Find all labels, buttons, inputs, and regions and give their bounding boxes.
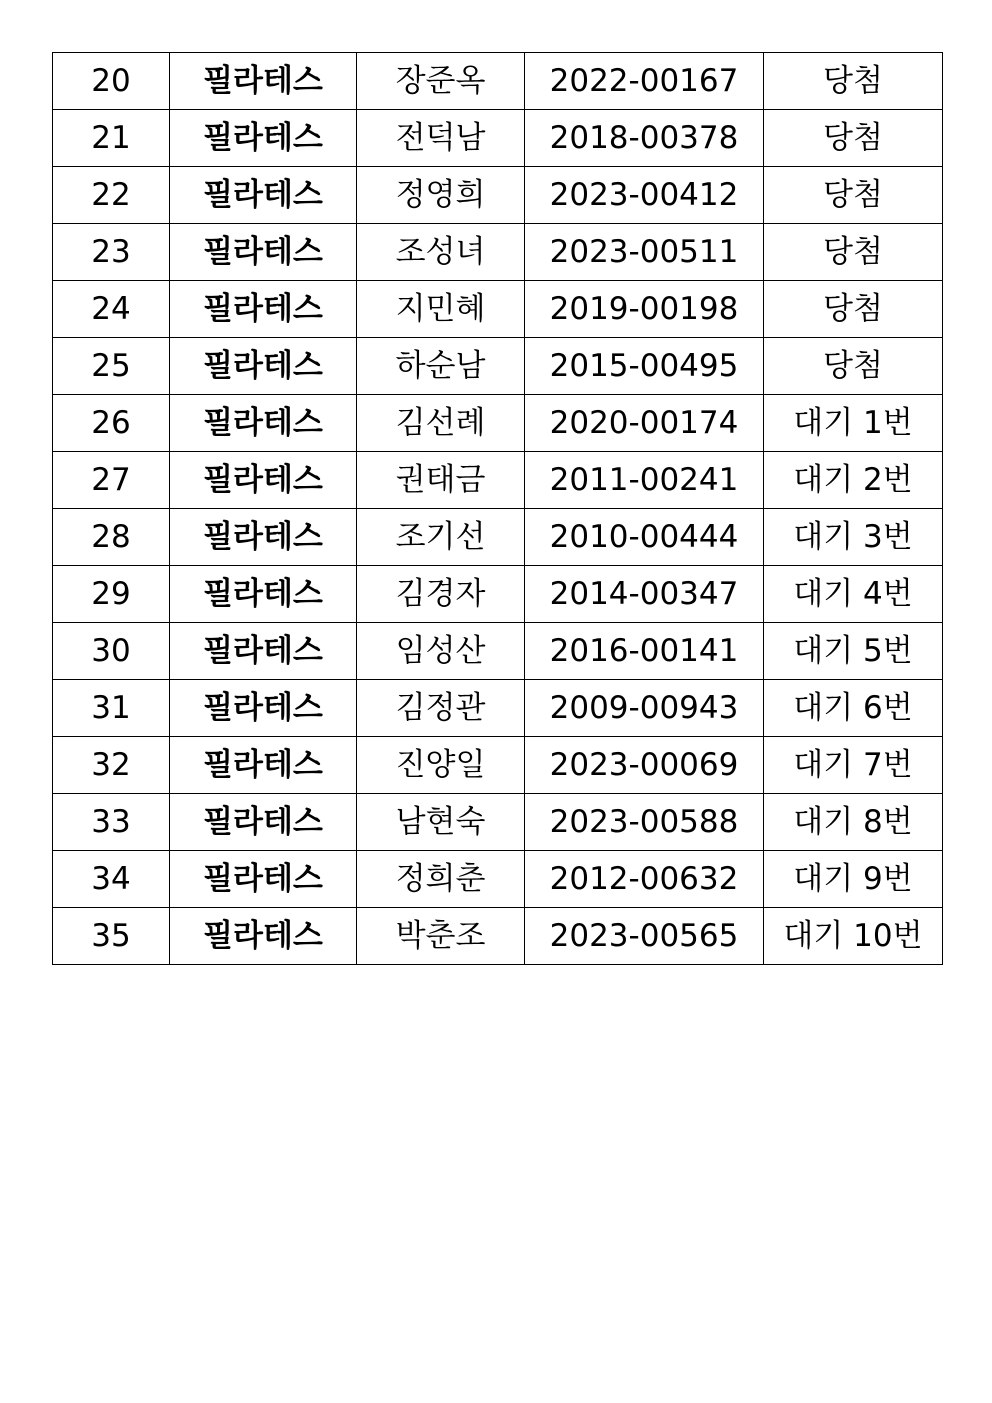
result-cell: 당첨 [764,167,943,224]
registration-number-cell: 2023-00069 [525,737,764,794]
table-row [53,395,943,452]
applicant-name-cell: 조성녀 [357,224,525,281]
row-number-cell: 33 [53,794,170,851]
lottery-result-table [52,52,943,965]
table-row [53,566,943,623]
row-number-cell: 34 [53,851,170,908]
program-cell: 필라테스 [170,623,357,680]
program-cell: 필라테스 [170,281,357,338]
table-row [53,851,943,908]
registration-number-cell: 2023-00588 [525,794,764,851]
row-number-cell: 23 [53,224,170,281]
result-cell: 당첨 [764,110,943,167]
row-number-cell: 35 [53,908,170,965]
row-number-cell: 28 [53,509,170,566]
table-row [53,53,943,110]
result-cell: 대기 2번 [764,452,943,509]
row-number-cell: 21 [53,110,170,167]
table-row [53,167,943,224]
table-row [53,224,943,281]
registration-number-cell: 2010-00444 [525,509,764,566]
table-row [53,110,943,167]
table-row [53,509,943,566]
program-cell: 필라테스 [170,737,357,794]
result-cell: 당첨 [764,338,943,395]
row-number-cell: 27 [53,452,170,509]
table-row [53,908,943,965]
applicant-name-cell: 남현숙 [357,794,525,851]
program-cell: 필라테스 [170,167,357,224]
applicant-name-cell: 정희춘 [357,851,525,908]
registration-number-cell: 2023-00412 [525,167,764,224]
table-row [53,281,943,338]
applicant-name-cell: 임성산 [357,623,525,680]
registration-number-cell: 2023-00565 [525,908,764,965]
program-cell: 필라테스 [170,224,357,281]
result-cell: 대기 1번 [764,395,943,452]
row-number-cell: 29 [53,566,170,623]
result-cell: 대기 7번 [764,737,943,794]
applicant-name-cell: 장준옥 [357,53,525,110]
program-cell: 필라테스 [170,452,357,509]
result-cell: 대기 8번 [764,794,943,851]
program-cell: 필라테스 [170,509,357,566]
row-number-cell: 20 [53,53,170,110]
program-cell: 필라테스 [170,680,357,737]
table-row [53,794,943,851]
row-number-cell: 30 [53,623,170,680]
lottery-result-table-body [53,53,943,965]
row-number-cell: 32 [53,737,170,794]
registration-number-cell: 2018-00378 [525,110,764,167]
result-cell: 당첨 [764,281,943,338]
table-row [53,338,943,395]
result-cell: 대기 3번 [764,509,943,566]
table-row [53,452,943,509]
program-cell: 필라테스 [170,794,357,851]
result-cell: 대기 4번 [764,566,943,623]
program-cell: 필라테스 [170,908,357,965]
row-number-cell: 25 [53,338,170,395]
registration-number-cell: 2015-00495 [525,338,764,395]
table-row [53,680,943,737]
applicant-name-cell: 박춘조 [357,908,525,965]
applicant-name-cell: 김선례 [357,395,525,452]
applicant-name-cell: 조기선 [357,509,525,566]
applicant-name-cell: 하순남 [357,338,525,395]
result-cell: 당첨 [764,53,943,110]
registration-number-cell: 2019-00198 [525,281,764,338]
program-cell: 필라테스 [170,851,357,908]
row-number-cell: 24 [53,281,170,338]
table-row [53,623,943,680]
program-cell: 필라테스 [170,53,357,110]
applicant-name-cell: 김정관 [357,680,525,737]
registration-number-cell: 2014-00347 [525,566,764,623]
row-number-cell: 22 [53,167,170,224]
applicant-name-cell: 진양일 [357,737,525,794]
registration-number-cell: 2020-00174 [525,395,764,452]
row-number-cell: 31 [53,680,170,737]
program-cell: 필라테스 [170,566,357,623]
registration-number-cell: 2009-00943 [525,680,764,737]
program-cell: 필라테스 [170,338,357,395]
result-cell: 대기 6번 [764,680,943,737]
program-cell: 필라테스 [170,110,357,167]
registration-number-cell: 2012-00632 [525,851,764,908]
applicant-name-cell: 전덕남 [357,110,525,167]
table-row [53,737,943,794]
registration-number-cell: 2022-00167 [525,53,764,110]
result-cell: 대기 9번 [764,851,943,908]
applicant-name-cell: 정영희 [357,167,525,224]
result-cell: 대기 10번 [764,908,943,965]
applicant-name-cell: 김경자 [357,566,525,623]
program-cell: 필라테스 [170,395,357,452]
applicant-name-cell: 권태금 [357,452,525,509]
applicant-name-cell: 지민혜 [357,281,525,338]
row-number-cell: 26 [53,395,170,452]
result-cell: 대기 5번 [764,623,943,680]
registration-number-cell: 2023-00511 [525,224,764,281]
registration-number-cell: 2011-00241 [525,452,764,509]
result-cell: 당첨 [764,224,943,281]
registration-number-cell: 2016-00141 [525,623,764,680]
